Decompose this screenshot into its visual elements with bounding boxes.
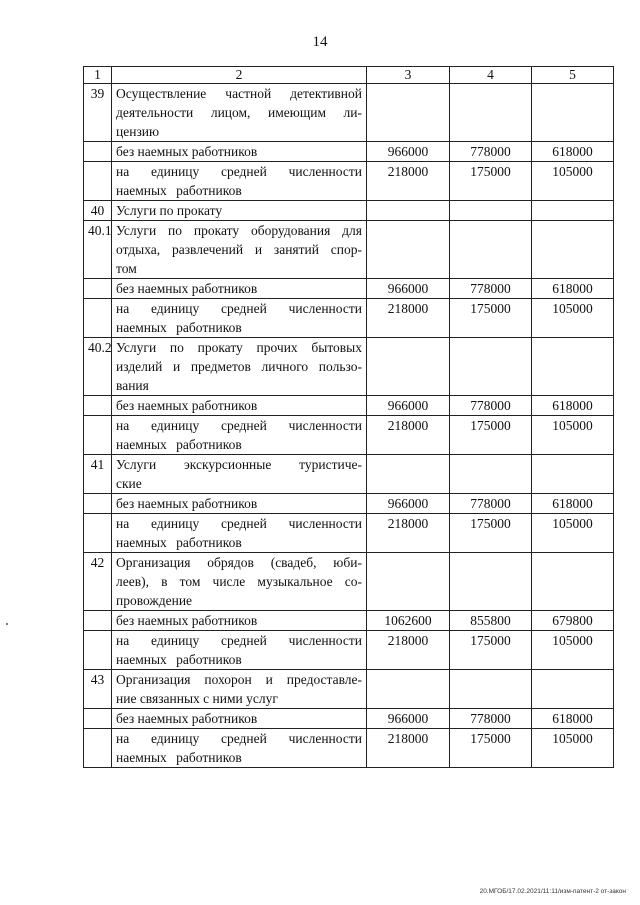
column-header-4: 4	[450, 67, 532, 84]
rate-value-col-4: 778000	[450, 142, 532, 162]
rate-value-col-3: 966000	[367, 279, 450, 299]
row-number	[84, 494, 112, 514]
column-header-3: 3	[367, 67, 450, 84]
row-number	[84, 631, 112, 670]
rate-value-col-4: 855800	[450, 611, 532, 631]
row-number	[84, 514, 112, 553]
rate-value-col-3	[367, 84, 450, 142]
table-row	[84, 201, 614, 221]
row-number	[84, 709, 112, 729]
footer-stamp: 20.МГОБ/17.02.2021/11:11/изм-патент-2 от-закон	[479, 888, 626, 895]
table-row	[84, 142, 614, 162]
rate-value-col-3	[367, 201, 450, 221]
rate-value-col-3	[367, 553, 450, 611]
table-row	[84, 221, 614, 279]
rate-value-col-5: 679800	[532, 611, 614, 631]
rate-value-col-5: 105000	[532, 416, 614, 455]
row-description: без наемных работников	[112, 142, 367, 162]
rate-value-col-3: 218000	[367, 416, 450, 455]
margin-mark	[6, 623, 8, 625]
column-header-2: 2	[112, 67, 367, 84]
description-line: провождение	[116, 593, 193, 608]
description-line: Услуги экскурсионные туристиче-	[116, 457, 362, 472]
rate-value-col-4: 778000	[450, 709, 532, 729]
table-row	[84, 611, 614, 631]
rate-value-col-3	[367, 455, 450, 494]
row-description: без наемных работников	[112, 396, 367, 416]
row-description	[112, 221, 367, 279]
table-row	[84, 396, 614, 416]
rate-value-col-3: 966000	[367, 494, 450, 514]
rate-value-col-4: 175000	[450, 631, 532, 670]
row-number: 40.1	[84, 221, 112, 279]
rate-value-col-4	[450, 338, 532, 396]
description-line: Организация похорон и предоставле-	[116, 672, 362, 687]
description-line: Осуществление частной детективной	[116, 86, 362, 101]
rate-value-col-5: 618000	[532, 279, 614, 299]
rate-value-col-3: 966000	[367, 142, 450, 162]
row-number	[84, 279, 112, 299]
table-row	[84, 514, 614, 553]
rate-value-col-3: 218000	[367, 631, 450, 670]
row-description	[112, 338, 367, 396]
row-number: 43	[84, 670, 112, 709]
rate-value-col-3: 1062600	[367, 611, 450, 631]
row-number: 40	[84, 201, 112, 221]
rate-value-col-5: 105000	[532, 631, 614, 670]
row-description: без наемных работников	[112, 279, 367, 299]
row-description	[112, 455, 367, 494]
table-row	[84, 494, 614, 514]
table-row	[84, 299, 614, 338]
rate-value-col-5	[532, 338, 614, 396]
description-line: цензию	[116, 124, 160, 139]
table-row	[84, 670, 614, 709]
rate-value-col-4	[450, 670, 532, 709]
rate-value-col-5: 618000	[532, 142, 614, 162]
row-description: без наемных работников	[112, 494, 367, 514]
rate-value-col-3	[367, 338, 450, 396]
rate-value-col-5	[532, 201, 614, 221]
row-number: 41	[84, 455, 112, 494]
rate-value-col-5: 105000	[532, 729, 614, 768]
row-number: 42	[84, 553, 112, 611]
table-row	[84, 338, 614, 396]
description-line: изделий и предметов личного пользо-	[116, 359, 362, 374]
row-description: без наемных работников	[112, 709, 367, 729]
row-number: 39	[84, 84, 112, 142]
row-description: на единицу средней численности наемных работников	[112, 162, 367, 201]
rate-value-col-3: 218000	[367, 729, 450, 768]
rate-value-col-4: 778000	[450, 494, 532, 514]
rate-value-col-5: 618000	[532, 709, 614, 729]
description-line: Услуги по прокату прочих бытовых	[116, 340, 362, 355]
tax-rates-table	[83, 66, 614, 768]
row-number	[84, 396, 112, 416]
rate-value-col-4: 175000	[450, 416, 532, 455]
rate-value-col-5: 105000	[532, 162, 614, 201]
rate-value-col-5	[532, 221, 614, 279]
description-line: вания	[116, 378, 149, 393]
row-number	[84, 299, 112, 338]
rate-value-col-4: 175000	[450, 162, 532, 201]
rate-value-col-5	[532, 84, 614, 142]
row-description	[112, 553, 367, 611]
column-header-1: 1	[84, 67, 112, 84]
rate-value-col-4	[450, 84, 532, 142]
rate-value-col-5: 618000	[532, 494, 614, 514]
rate-value-col-5: 105000	[532, 299, 614, 338]
row-number	[84, 142, 112, 162]
rate-value-col-3: 218000	[367, 514, 450, 553]
description-line: деятельности лицом, имеющим ли-	[116, 105, 362, 120]
row-description	[112, 670, 367, 709]
rate-value-col-5	[532, 455, 614, 494]
table-row	[84, 455, 614, 494]
table-row	[84, 631, 614, 670]
row-description	[112, 84, 367, 142]
rate-value-col-4: 175000	[450, 514, 532, 553]
table-body	[84, 67, 614, 768]
page-number: 14	[312, 34, 328, 50]
table-row	[84, 729, 614, 768]
row-description: на единицу средней численности наемных работников	[112, 416, 367, 455]
row-description: на единицу средней численности наемных работников	[112, 514, 367, 553]
table-row	[84, 162, 614, 201]
table-row	[84, 279, 614, 299]
rate-value-col-4	[450, 221, 532, 279]
column-number-row	[84, 67, 614, 84]
row-number	[84, 162, 112, 201]
description-line: ние связанных с ними услуг	[116, 691, 278, 706]
rate-value-col-3: 218000	[367, 299, 450, 338]
row-description: Услуги по прокату	[112, 201, 367, 221]
rate-value-col-4: 175000	[450, 729, 532, 768]
row-description: на единицу средней численности наемных работников	[112, 299, 367, 338]
rate-value-col-5: 105000	[532, 514, 614, 553]
row-number	[84, 611, 112, 631]
row-description: на единицу средней численности наемных работников	[112, 729, 367, 768]
table-row	[84, 709, 614, 729]
description-line: Организация обрядов (свадеб, юби-	[116, 555, 362, 570]
rate-value-col-5	[532, 553, 614, 611]
row-description: на единицу средней численности наемных работников	[112, 631, 367, 670]
row-number	[84, 416, 112, 455]
table-row	[84, 416, 614, 455]
table-row	[84, 84, 614, 142]
row-number: 40.2	[84, 338, 112, 396]
description-line: отдыха, развлечений и занятий спор-	[116, 242, 362, 257]
description-line: леев), в том числе музыкальное со-	[116, 574, 362, 589]
rate-value-col-3	[367, 221, 450, 279]
rate-value-col-3	[367, 670, 450, 709]
rate-value-col-4	[450, 553, 532, 611]
rate-value-col-3: 218000	[367, 162, 450, 201]
rate-value-col-4: 778000	[450, 279, 532, 299]
rate-value-col-4: 175000	[450, 299, 532, 338]
rate-value-col-3: 966000	[367, 396, 450, 416]
description-line: ские	[116, 476, 142, 491]
rate-value-col-5	[532, 670, 614, 709]
column-header-5: 5	[532, 67, 614, 84]
table-row	[84, 553, 614, 611]
rate-value-col-4: 778000	[450, 396, 532, 416]
rate-value-col-3: 966000	[367, 709, 450, 729]
rate-value-col-5: 618000	[532, 396, 614, 416]
rate-value-col-4	[450, 201, 532, 221]
row-number	[84, 729, 112, 768]
row-description: без наемных работников	[112, 611, 367, 631]
rate-value-col-4	[450, 455, 532, 494]
description-line: Услуги по прокату оборудования для	[116, 223, 362, 238]
description-line: том	[116, 261, 137, 276]
